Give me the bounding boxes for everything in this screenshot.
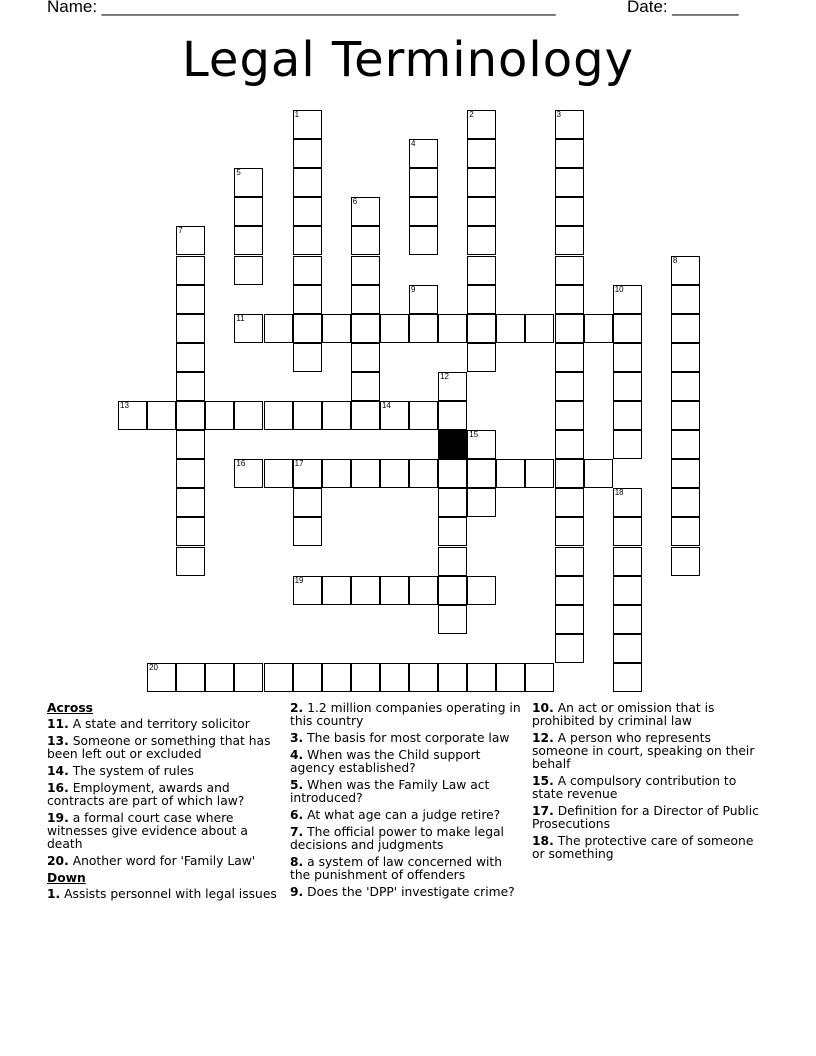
grid-cell[interactable] bbox=[234, 256, 263, 285]
grid-cell[interactable] bbox=[293, 488, 322, 517]
grid-cell[interactable] bbox=[555, 605, 584, 634]
grid-cell[interactable] bbox=[438, 372, 467, 401]
clue-item-text: The system of rules bbox=[68, 764, 194, 778]
grid-cell[interactable] bbox=[322, 576, 351, 605]
grid-cell[interactable] bbox=[264, 663, 293, 692]
clue-number: 10 bbox=[614, 284, 624, 294]
grid-cell[interactable] bbox=[293, 226, 322, 255]
grid-cell[interactable] bbox=[467, 343, 496, 372]
grid-cell[interactable] bbox=[467, 197, 496, 226]
grid-cell[interactable] bbox=[293, 401, 322, 430]
grid-cell[interactable] bbox=[613, 488, 642, 517]
grid-cell[interactable] bbox=[264, 401, 293, 430]
clue-item bbox=[47, 888, 279, 901]
grid-cell[interactable] bbox=[613, 343, 642, 372]
grid-cell[interactable] bbox=[467, 256, 496, 285]
grid-cell[interactable] bbox=[293, 139, 322, 168]
grid-cell[interactable] bbox=[671, 343, 700, 372]
clue-item-text: Someone or something that has been left out or excluded bbox=[47, 734, 271, 761]
grid-cell[interactable] bbox=[613, 372, 642, 401]
clue-number: 2 bbox=[469, 110, 474, 119]
grid-cell[interactable] bbox=[409, 401, 438, 430]
grid-cell[interactable] bbox=[147, 401, 176, 430]
clue-item-text: The basis for most corporate law bbox=[303, 731, 510, 745]
grid-cell[interactable] bbox=[438, 517, 467, 546]
grid-cell[interactable] bbox=[438, 488, 467, 517]
grid-cell[interactable] bbox=[351, 256, 380, 285]
clue-number: 16 bbox=[236, 459, 246, 469]
grid-cell[interactable] bbox=[555, 226, 584, 255]
grid-cell[interactable] bbox=[380, 459, 409, 488]
grid-cell[interactable] bbox=[525, 663, 554, 692]
clue-number: 4 bbox=[411, 139, 416, 149]
grid-cell[interactable] bbox=[555, 459, 584, 488]
grid-cell[interactable] bbox=[205, 663, 234, 692]
clue-item bbox=[290, 809, 522, 822]
clue-item-text: Definition for a Director of Public Prosecutions bbox=[532, 804, 759, 831]
grid-cell[interactable] bbox=[671, 459, 700, 488]
grid-cell[interactable] bbox=[409, 226, 438, 255]
grid-cell[interactable] bbox=[584, 314, 613, 343]
grid-cell[interactable] bbox=[613, 634, 642, 663]
grid-cell[interactable] bbox=[613, 547, 642, 576]
grid-cell[interactable] bbox=[555, 488, 584, 517]
grid-cell[interactable] bbox=[409, 459, 438, 488]
grid-cell[interactable] bbox=[176, 314, 205, 343]
clue-item bbox=[532, 805, 764, 831]
clue-item bbox=[532, 775, 764, 801]
grid-cell[interactable] bbox=[176, 547, 205, 576]
grid-cell[interactable] bbox=[613, 517, 642, 546]
grid-cell[interactable] bbox=[467, 110, 496, 139]
clue-item bbox=[532, 732, 764, 771]
clue-number: 15 bbox=[469, 430, 479, 440]
clue-number: 3 bbox=[556, 110, 561, 119]
grid-cell[interactable] bbox=[671, 372, 700, 401]
grid-cell[interactable] bbox=[293, 576, 322, 605]
grid-cell[interactable] bbox=[293, 285, 322, 314]
clue-number: 1 bbox=[294, 110, 300, 119]
grid-cell[interactable] bbox=[409, 314, 438, 343]
clue-item-number: 11. bbox=[47, 717, 69, 731]
clue-item bbox=[47, 855, 279, 868]
grid-cell[interactable] bbox=[351, 372, 380, 401]
grid-cell[interactable] bbox=[176, 256, 205, 285]
clue-item bbox=[47, 735, 279, 761]
clue-column-2 bbox=[290, 702, 522, 903]
clue-item-text: When was the Child support agency established? bbox=[290, 748, 481, 775]
grid-cell[interactable] bbox=[613, 576, 642, 605]
clue-number: 12 bbox=[440, 371, 449, 381]
grid-cell[interactable] bbox=[613, 401, 642, 430]
clue-item-number: 4. bbox=[290, 748, 304, 762]
clue-number: 7 bbox=[178, 226, 183, 236]
grid-cell[interactable] bbox=[555, 634, 584, 663]
grid-cell[interactable] bbox=[234, 663, 263, 692]
clue-number: 8 bbox=[672, 255, 678, 265]
clue-item-number: 19. bbox=[47, 811, 69, 825]
grid-cell[interactable] bbox=[176, 459, 205, 488]
clue-item-number: 3. bbox=[290, 731, 304, 745]
grid-cell[interactable] bbox=[467, 314, 496, 343]
grid-cell[interactable] bbox=[671, 430, 700, 459]
clue-item bbox=[532, 702, 764, 728]
clue-number: 9 bbox=[411, 284, 416, 294]
clue-number: 17 bbox=[294, 459, 304, 469]
grid-cell[interactable] bbox=[671, 517, 700, 546]
clue-item-text: Another word for 'Family Law' bbox=[68, 854, 256, 868]
clue-item bbox=[290, 779, 522, 805]
grid-cell[interactable] bbox=[264, 314, 293, 343]
grid-cell[interactable] bbox=[409, 663, 438, 692]
grid-cell[interactable] bbox=[351, 285, 380, 314]
clue-item-number: 8. bbox=[290, 855, 304, 869]
grid-cell[interactable] bbox=[555, 372, 584, 401]
grid-cell[interactable] bbox=[467, 430, 496, 459]
grid-cell[interactable] bbox=[555, 285, 584, 314]
grid-cell[interactable] bbox=[351, 314, 380, 343]
grid-cell[interactable] bbox=[176, 226, 205, 255]
clue-number: 6 bbox=[352, 197, 358, 207]
grid-cell[interactable] bbox=[234, 197, 263, 226]
grid-cell[interactable] bbox=[293, 168, 322, 197]
clue-item-text: The official power to make legal decisions and judgments bbox=[290, 825, 504, 852]
grid-cell[interactable] bbox=[525, 459, 554, 488]
clue-item-text: A state and territory solicitor bbox=[68, 717, 250, 731]
clue-number: 14 bbox=[381, 401, 391, 410]
grid-cell[interactable] bbox=[671, 547, 700, 576]
grid-cell[interactable] bbox=[322, 314, 351, 343]
grid-cell[interactable] bbox=[293, 314, 322, 343]
grid-cell[interactable] bbox=[671, 256, 700, 285]
grid-cell[interactable] bbox=[293, 256, 322, 285]
grid-cell[interactable] bbox=[467, 139, 496, 168]
grid-cell[interactable] bbox=[467, 168, 496, 197]
grid-cell[interactable] bbox=[438, 547, 467, 576]
clue-number: 5 bbox=[236, 168, 241, 178]
clue-item-number: 1. bbox=[47, 887, 61, 901]
grid-cell[interactable] bbox=[671, 314, 700, 343]
grid-cell[interactable] bbox=[380, 576, 409, 605]
clue-item bbox=[47, 765, 279, 778]
grid-cell[interactable] bbox=[467, 285, 496, 314]
clue-item bbox=[290, 732, 522, 745]
grid-cell[interactable] bbox=[496, 459, 525, 488]
grid-cell[interactable] bbox=[234, 401, 263, 430]
clue-item-number: 12. bbox=[532, 731, 554, 745]
clue-item-number: 6. bbox=[290, 808, 304, 822]
grid-cell[interactable] bbox=[555, 576, 584, 605]
clue-number: 11 bbox=[236, 313, 245, 323]
grid-cell[interactable] bbox=[380, 401, 409, 430]
clue-item bbox=[47, 718, 279, 731]
grid-cell[interactable] bbox=[147, 663, 176, 692]
clue-item-number: 16. bbox=[47, 781, 69, 795]
grid-cell[interactable] bbox=[234, 314, 263, 343]
grid-cell[interactable] bbox=[555, 256, 584, 285]
grid-cell[interactable] bbox=[438, 576, 467, 605]
clue-item bbox=[532, 835, 764, 861]
grid-cell[interactable] bbox=[234, 226, 263, 255]
clue-item bbox=[47, 782, 279, 808]
grid-cell[interactable] bbox=[293, 663, 322, 692]
grid-cell[interactable] bbox=[467, 576, 496, 605]
grid-cell[interactable] bbox=[467, 488, 496, 517]
clue-item bbox=[290, 886, 522, 899]
grid-cell[interactable] bbox=[438, 663, 467, 692]
grid-cell[interactable] bbox=[176, 663, 205, 692]
clue-item-number: 14. bbox=[47, 764, 69, 778]
grid-cell[interactable] bbox=[176, 401, 205, 430]
clue-number: 13 bbox=[120, 401, 129, 410]
grid-cell[interactable] bbox=[205, 401, 234, 430]
grid-cell[interactable] bbox=[176, 285, 205, 314]
grid-cell[interactable] bbox=[555, 168, 584, 197]
grid-cell[interactable] bbox=[555, 517, 584, 546]
grid-cell[interactable] bbox=[555, 547, 584, 576]
grid-cell[interactable] bbox=[438, 605, 467, 634]
grid-cell[interactable] bbox=[293, 459, 322, 488]
clue-item bbox=[290, 856, 522, 882]
clue-item-number: 15. bbox=[532, 774, 554, 788]
clue-item bbox=[290, 826, 522, 852]
clue-column-1 bbox=[47, 702, 279, 905]
grid-cell[interactable] bbox=[351, 576, 380, 605]
grid-cell[interactable] bbox=[351, 401, 380, 430]
clue-item-text: An act or omission that is prohibited by criminal law bbox=[532, 701, 715, 728]
grid-cell[interactable] bbox=[118, 401, 147, 430]
grid-cell[interactable] bbox=[293, 197, 322, 226]
clue-item-text: a formal court case where witnesses give evidence about a death bbox=[47, 811, 248, 851]
grid-cell[interactable] bbox=[584, 459, 613, 488]
clue-item-text: A compulsory contribution to state revenue bbox=[532, 774, 737, 801]
clue-item-text: Assists personnel with legal issues bbox=[60, 887, 277, 901]
clue-item-text: The protective care of someone or something bbox=[532, 834, 754, 861]
date-field: Date: _______ bbox=[627, 0, 739, 16]
clue-item bbox=[290, 702, 522, 728]
grid-cell[interactable] bbox=[409, 197, 438, 226]
grid-cell[interactable] bbox=[555, 430, 584, 459]
grid-cell[interactable] bbox=[322, 663, 351, 692]
grid-cell[interactable] bbox=[380, 663, 409, 692]
grid-cell[interactable] bbox=[176, 430, 205, 459]
clue-item bbox=[47, 812, 279, 851]
grid-cell[interactable] bbox=[671, 401, 700, 430]
clue-item-text: Employment, awards and contracts are part of which law? bbox=[47, 781, 245, 808]
grid-cell[interactable] bbox=[613, 314, 642, 343]
grid-cell[interactable] bbox=[438, 459, 467, 488]
grid-cell[interactable] bbox=[409, 139, 438, 168]
down-heading: Down bbox=[47, 871, 86, 885]
grid-cell[interactable] bbox=[409, 285, 438, 314]
grid-cell[interactable] bbox=[351, 226, 380, 255]
grid-cell[interactable] bbox=[293, 110, 322, 139]
clue-number: 19 bbox=[294, 575, 304, 585]
grid-cell[interactable] bbox=[234, 168, 263, 197]
clue-item-number: 10. bbox=[532, 701, 554, 715]
clue-number: 20 bbox=[149, 662, 158, 672]
grid-cell[interactable] bbox=[525, 314, 554, 343]
clue-item-number: 2. bbox=[290, 701, 304, 715]
clue-item-text: Does the 'DPP' investigate crime? bbox=[303, 885, 515, 899]
grid-cell[interactable] bbox=[671, 285, 700, 314]
grid-cell[interactable] bbox=[351, 197, 380, 226]
clue-item-text: A person who represents someone in court, speaking on their behalf bbox=[532, 731, 755, 771]
clue-item-number: 5. bbox=[290, 778, 304, 792]
grid-cell[interactable] bbox=[176, 488, 205, 517]
page-title: Legal Terminology bbox=[182, 32, 634, 88]
clue-item-text: At what age can a judge retire? bbox=[303, 808, 501, 822]
grid-cell[interactable] bbox=[351, 459, 380, 488]
grid-cell[interactable] bbox=[555, 343, 584, 372]
grid-cell[interactable] bbox=[555, 110, 584, 139]
grid-cell[interactable] bbox=[293, 343, 322, 372]
grid-cell[interactable] bbox=[322, 459, 351, 488]
grid-cell[interactable] bbox=[555, 197, 584, 226]
clue-item-number: 17. bbox=[532, 804, 554, 818]
grid-cell[interactable] bbox=[438, 401, 467, 430]
grid-cell[interactable] bbox=[176, 372, 205, 401]
grid-cell[interactable] bbox=[467, 226, 496, 255]
grid-cell[interactable] bbox=[613, 285, 642, 314]
grid-cell[interactable] bbox=[613, 605, 642, 634]
grid-cell[interactable] bbox=[467, 459, 496, 488]
grid-cell[interactable] bbox=[555, 314, 584, 343]
grid-cell[interactable] bbox=[293, 517, 322, 546]
grid-cell[interactable] bbox=[409, 168, 438, 197]
across-heading: Across bbox=[47, 701, 93, 715]
grid-cell[interactable] bbox=[438, 314, 467, 343]
grid-cell[interactable] bbox=[555, 401, 584, 430]
clue-item-text: 1.2 million companies operating in this country bbox=[290, 701, 521, 728]
grid-cell[interactable] bbox=[351, 663, 380, 692]
grid-cell[interactable] bbox=[496, 314, 525, 343]
grid-cell[interactable] bbox=[351, 343, 380, 372]
blocked-cell bbox=[438, 430, 467, 459]
grid-cell[interactable] bbox=[613, 430, 642, 459]
grid-cell[interactable] bbox=[555, 139, 584, 168]
clue-number: 18 bbox=[614, 488, 624, 498]
clue-item-number: 13. bbox=[47, 734, 69, 748]
clue-item-number: 9. bbox=[290, 885, 304, 899]
clue-column-3 bbox=[532, 702, 764, 865]
grid-cell[interactable] bbox=[234, 459, 263, 488]
clue-item-number: 18. bbox=[532, 834, 554, 848]
grid-cell[interactable] bbox=[322, 401, 351, 430]
grid-cell[interactable] bbox=[496, 663, 525, 692]
clue-item bbox=[290, 749, 522, 775]
grid-cell[interactable] bbox=[613, 663, 642, 692]
grid-cell[interactable] bbox=[264, 459, 293, 488]
grid-cell[interactable] bbox=[380, 314, 409, 343]
grid-cell[interactable] bbox=[409, 576, 438, 605]
clue-item-text: When was the Family Law act introduced? bbox=[290, 778, 490, 805]
clue-item-text: a system of law concerned with the punishment of offenders bbox=[290, 855, 503, 882]
clue-item-number: 7. bbox=[290, 825, 304, 839]
grid-cell[interactable] bbox=[176, 343, 205, 372]
name-field: Name: ________________________________________________ bbox=[47, 0, 556, 16]
grid-cell[interactable] bbox=[671, 488, 700, 517]
grid-cell[interactable] bbox=[176, 517, 205, 546]
clue-item-number: 20. bbox=[47, 854, 69, 868]
grid-cell[interactable] bbox=[467, 663, 496, 692]
